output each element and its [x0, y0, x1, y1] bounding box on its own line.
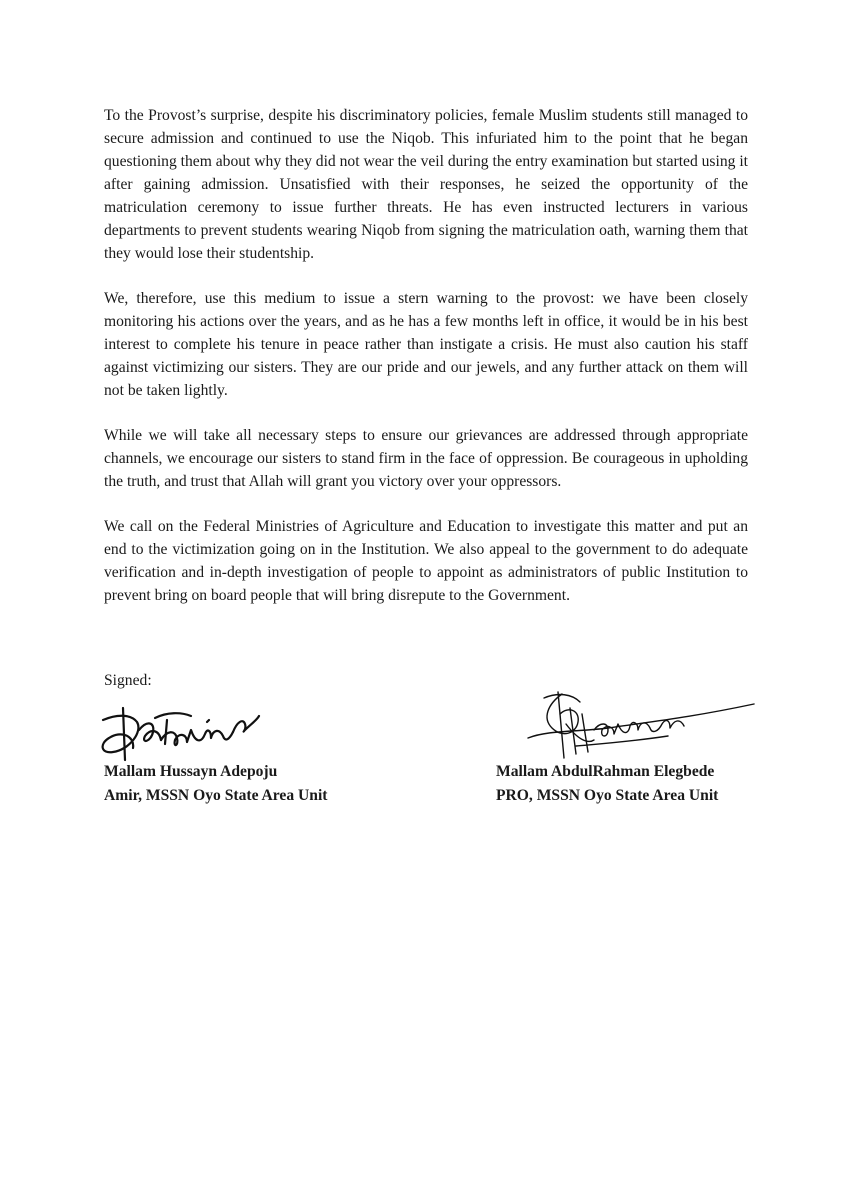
signatory-title: PRO, MSSN Oyo State Area Unit: [496, 787, 719, 804]
paragraph-provost-surprise: To the Provost’s surprise, despite his discriminatory policies, female Muslim students still managed to secure admission and continued to use the Niqob. This infuriated him to the point that he began questioning them about why they did not wear the veil during the entry examination but started using it after gaining admission. Unsatisfied with their responses, he seized the opportunity of the matriculation ceremony to issue further threats. He has even instructed lecturers in various departments to prevent students wearing Niqob from signing the matriculation oath, warning them that they would lose their studentship.: [104, 107, 748, 262]
letter-body: [104, 104, 748, 629]
signatory-name: Mallam Hussayn Adepoju: [104, 763, 278, 780]
paragraph-stern-warning: We, therefore, use this medium to issue a stern warning to the provost: we have been closely monitoring his actions over the years, and as he has a few months left in office, it would be in his best interest to complete his tenure in peace rather than instigate a crisis. He must also caution his staff against victimizing our sisters. They are our pride and our jewels, and any further attack on them will not be taken lightly.: [104, 290, 748, 399]
signatory-block-pro: [496, 760, 718, 808]
paragraph-encourage-sisters: While we will take all necessary steps to ensure our grievances are addressed through appropriate channels, we encourage our sisters to stand firm in the face of oppression. Be courageous in upholding the truth, and trust that Allah will grant you victory over your oppressors.: [104, 427, 748, 490]
signatory-block-amir: [104, 760, 328, 808]
signed-label: Signed:: [104, 672, 152, 689]
handwritten-signature-icon: [95, 700, 265, 764]
signatory-name: Mallam AbdulRahman Elegbede: [496, 763, 715, 780]
handwritten-signature-icon: [518, 684, 758, 764]
signatory-title: Amir, MSSN Oyo State Area Unit: [104, 787, 328, 804]
paragraph-call-on-ministries: We call on the Federal Ministries of Agriculture and Education to investigate this matter and put an end to the victimization going on in the Institution. We also appeal to the government to do adequate verification and in-depth investigation of people to appoint as administrators of public Institution to prevent bring on board people that will bring disrepute to the Government.: [104, 518, 748, 604]
